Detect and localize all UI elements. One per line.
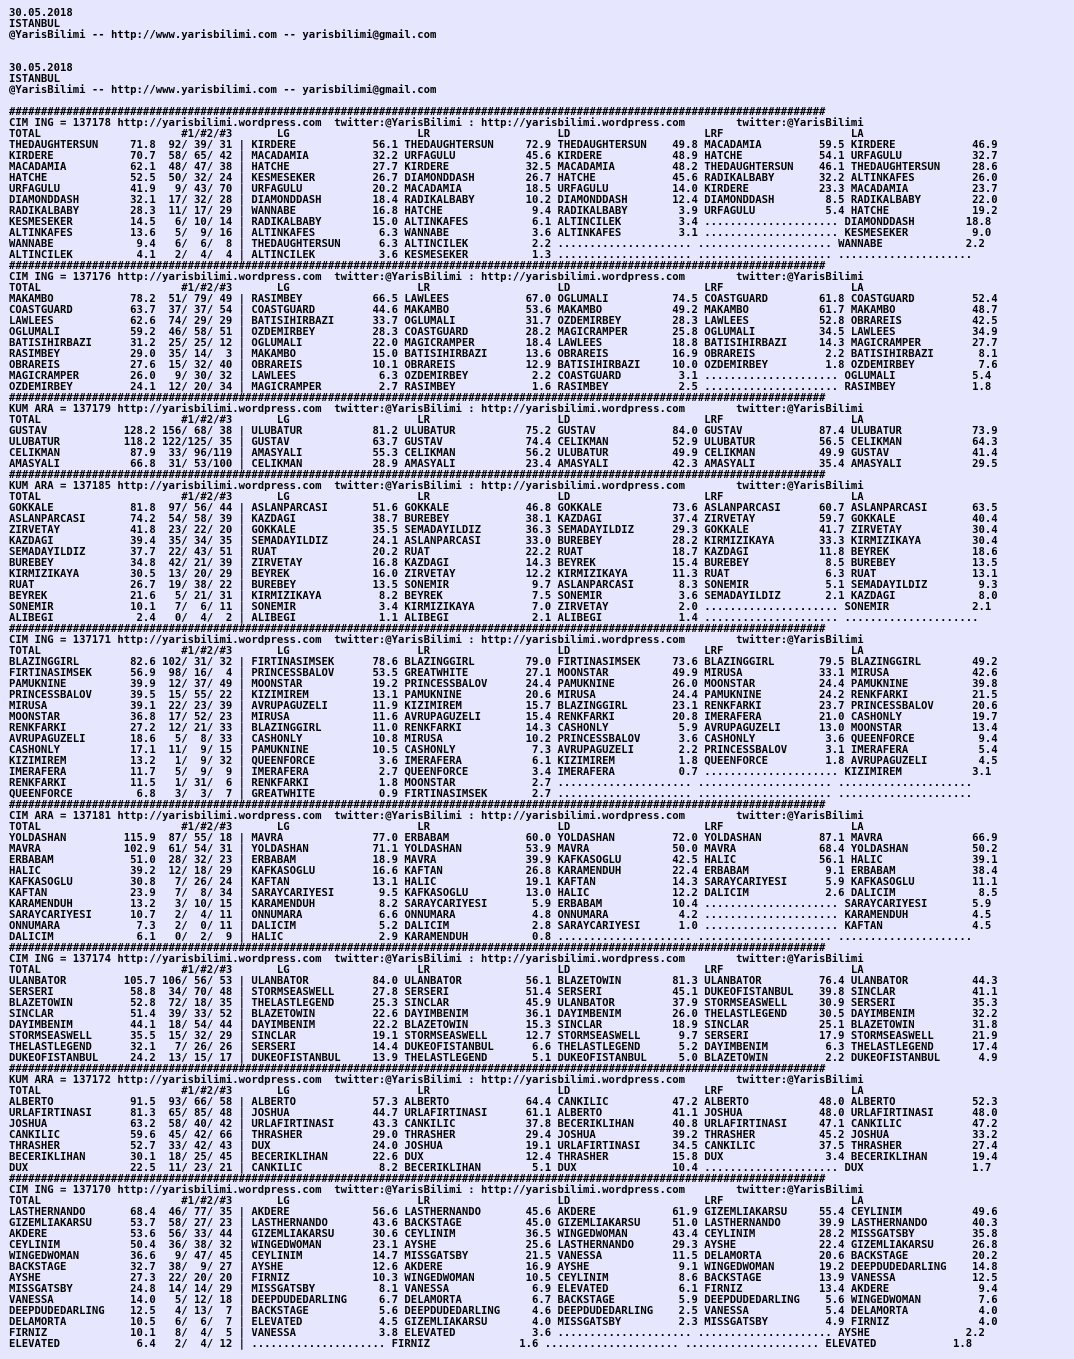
result-row: DUX 22.5 11/ 23/ 21 | CANKILIC 8.2 BECERIKLIHAN 5.1 DUX 10.4 ..................... DUX 1.7 [9,1162,992,1174]
result-row: BLAZETOWIN 52.8 72/ 18/ 35 | THELASTLEGEND 25.3 SINCLAR 45.9 ULANBATOR 37.9 STORMSEASWELL 30.9 SERSERI 35.3 [9,997,998,1009]
section-divider: ################################################################################################################################ [9,260,826,272]
column-header: TOTAL #1/#2/#3 LG LR LD LRF LA [9,964,864,976]
result-row: KIZIMIREM 13.2 1/ 9/ 32 | QUEENFORCE 3.6 IMERAFERA 6.1 KIZIMIREM 1.8 QUEENFORCE 1.8 AVRUPAGUZELI 4.5 [9,755,998,767]
section-divider: ################################################################################################################################ [9,623,826,635]
result-row: HATCHE 52.5 50/ 32/ 24 | KESMESEKER 26.7 DIAMONDDASH 26.7 HATCHE 45.6 RADIKALBABY 32.2 ALTINKAFES 26.0 [9,172,998,184]
race-title: CIM ARA = 137181 http://yarisbilimi.wordpress.com twitter:@YarisBilimi : http://yarisbilimi.wordpress.com twitter:@YarisBilimi [9,810,864,822]
result-row: ALTINKAFES 13.6 5/ 9/ 16 | ALTINKAFES 6.3 WANNABE 3.6 ALTINKAFES 3.1 ..................... KESMESEKER 9.0 [9,227,992,239]
result-row: YOLDASHAN 115.9 87/ 55/ 18 | MAVRA 77.0 ERBABAM 60.0 YOLDASHAN 72.0 YOLDASHAN 87.1 MAVRA 66.9 [9,832,998,844]
result-row: SERSERI 58.8 34/ 70/ 48 | STORMSEASWELL 27.8 SERSERI 51.4 SERSERI 45.1 DUKEOFISTANBUL 39.8 SINCLAR 41.1 [9,986,998,998]
result-row: RADIKALBABY 28.3 11/ 17/ 29 | WANNABE 16.8 HATCHE 9.4 RADIKALBABY 3.9 URFAGULU 5.4 HATCHE 19.2 [9,205,998,217]
result-row: OGLUMALI 59.2 46/ 58/ 51 | OZDEMIRBEY 28.3 COASTGUARD 28.2 MAGICRAMPER 25.8 OGLUMALI 34.5 LAWLEES 34.9 [9,326,998,338]
result-row: CEYLINIM 50.4 36/ 38/ 32 | WINGEDWOMAN 23.1 AYSHE 25.6 LASTHERNANDO 29.3 AYSHE 22.4 GIZEMLIAKARSU 26.8 [9,1239,998,1251]
result-row: JOSHUA 63.2 58/ 40/ 42 | URLAFIRTINASI 43.3 CANKILIC 37.8 BECERIKLIHAN 40.8 URLAFIRTINASI 47.1 CANKILIC 47.2 [9,1118,998,1130]
result-row: IMERAFERA 11.7 5/ 9/ 9 | IMERAFERA 2.7 QUEENFORCE 3.4 IMERAFERA 0.7 ..................... KIZIMIREM 3.1 [9,766,992,778]
result-row: BUREBEY 34.8 42/ 21/ 39 | ZIRVETAY 16.8 KAZDAGI 14.3 BEYREK 15.4 BUREBEY 8.5 BUREBEY 13.5 [9,557,998,569]
result-row: ELEVATED 6.4 2/ 4/ 12 | ..................... FIRNIZ 1.6 ..................... ..................... ELEVATED 1.8 [9,1338,973,1350]
result-row: WANNABE 9.4 6/ 6/ 8 | THEDAUGHTERSUN 6.3 ALTINCILEK 2.2 ..................... ..................... WANNABE 2.2 [9,238,985,250]
result-row: AKDERE 53.6 56/ 33/ 44 | GIZEMLIAKARSU 30.6 CEYLINIM 36.5 WINGEDWOMAN 43.4 CEYLINIM 28.2 MISSGATSBY 35.8 [9,1228,998,1240]
result-row: SONEMIR 10.1 7/ 6/ 11 | SONEMIR 3.4 KIRMIZIKAYA 7.0 ZIRVETAY 2.0 ..................... SONEMIR 2.1 [9,601,992,613]
result-row: QUEENFORCE 6.8 3/ 3/ 7 | GREATWHITE 0.9 FIRTINASIMSEK 2.7 ..................... ..................... ..................... [9,788,973,800]
result-row: CASHONLY 17.1 11/ 9/ 15 | PAMUKNINE 10.5 CASHONLY 7.3 AVRUPAGUZELI 2.2 PRINCESSBALOV 3.1 IMERAFERA 5.4 [9,744,998,756]
column-header: TOTAL #1/#2/#3 LG LR LD LRF LA [9,645,864,657]
result-row: CANKILIC 59.6 45/ 42/ 66 | THRASHER 29.0 THRASHER 29.4 JOSHUA 39.2 THRASHER 45.2 JOSHUA 33.2 [9,1129,998,1141]
result-row: MAKAMBO 78.2 51/ 79/ 49 | RASIMBEY 66.5 LAWLEES 67.0 OGLUMALI 74.5 COASTGUARD 61.8 COASTGUARD 52.4 [9,293,998,305]
section-divider: ################################################################################################################################ [9,392,826,404]
race-title: KUM ARA = 137179 http://yarisbilimi.wordpress.com twitter:@YarisBilimi : http://yarisbilimi.wordpress.com twitter:@YarisBilimi [9,403,864,415]
result-row: CELIKMAN 87.9 33/ 96/119 | AMASYALI 55.3 CELIKMAN 56.2 ULUBATUR 49.9 CELIKMAN 49.9 GUSTAV 41.4 [9,447,998,459]
result-row: ONNUMARA 7.3 2/ 0/ 11 | DALICIM 5.2 DALICIM 2.8 SARAYCARIYESI 1.0 ..................... KAFTAN 4.5 [9,920,992,932]
race-title: KUM ARA = 137185 http://yarisbilimi.wordpress.com twitter:@YarisBilimi : http://yarisbilimi.wordpress.com twitter:@YarisBilimi [9,480,864,492]
result-row: AMASYALI 66.8 31/ 53/100 | CELIKMAN 28.9 AMASYALI 23.4 AMASYALI 42.3 AMASYALI 35.4 AMASYALI 29.5 [9,458,998,470]
result-row: ZIRVETAY 41.8 23/ 22/ 20 | GOKKALE 35.5 SEMADAYILDIZ 36.3 SEMADAYILDIZ 29.3 GOKKALE 41.7 ZIRVETAY 30.4 [9,524,998,536]
result-row: AYSHE 27.3 22/ 20/ 20 | FIRNIZ 10.3 WINGEDWOMAN 10.5 CEYLINIM 8.6 BACKSTAGE 13.9 VANESSA 12.5 [9,1272,998,1284]
result-row: GIZEMLIAKARSU 53.7 58/ 27/ 23 | LASTHERNANDO 43.6 BACKSTAGE 45.0 GIZEMLIAKARSU 51.0 LASTHERNANDO 39.9 LASTHERNANDO 40.3 [9,1217,998,1229]
result-row: URLAFIRTINASI 81.3 65/ 85/ 48 | JOSHUA 44.7 URLAFIRTINASI 61.1 ALBERTO 41.1 JOSHUA 48.0 URLAFIRTINASI 48.0 [9,1107,998,1119]
result-row: ERBABAM 51.0 28/ 32/ 23 | ERBABAM 18.9 MAVRA 39.9 KAFKASOGLU 42.5 HALIC 56.1 HALIC 39.1 [9,854,998,866]
column-header: TOTAL #1/#2/#3 LG LR LD LRF LA [9,414,864,426]
result-row: COASTGUARD 63.7 37/ 37/ 54 | COASTGUARD 44.6 MAKAMBO 53.6 MAKAMBO 49.2 MAKAMBO 61.7 MAKAMBO 48.7 [9,304,998,316]
result-row: BLAZINGGIRL 82.6 102/ 31/ 32 | FIRTINASIMSEK 78.6 BLAZINGGIRL 79.0 FIRTINASIMSEK 73.6 BLAZINGGIRL 79.5 BLAZINGGIRL 49.2 [9,656,998,668]
result-row: MAGICRAMPER 26.0 9/ 30/ 32 | LAWLEES 6.3 OZDEMIRBEY 2.2 COASTGUARD 3.1 ..................... OGLUMALI 5.4 [9,370,992,382]
section-divider: ################################################################################################################################ [9,1173,826,1185]
column-header: TOTAL #1/#2/#3 LG LR LD LRF LA [9,128,864,140]
race-title: CIM ING = 137170 http://yarisbilimi.wordpress.com twitter:@YarisBilimi : http://yarisbilimi.wordpress.com twitter:@YarisBilimi [9,1184,864,1196]
result-row: DALICIM 6.1 0/ 2/ 9 | HALIC 2.9 KARAMENDUH 0.8 ..................... ..................... ..................... [9,931,973,943]
result-row: DEEPDUDEDARLING 12.5 4/ 13/ 7 | BACKSTAGE 5.6 DEEPDUDEDARLING 4.6 DEEPDUDEDARLING 2.5 VANESSA 5.4 DELAMORTA 4.0 [9,1305,998,1317]
result-row: WINGEDWOMAN 36.6 9/ 47/ 45 | CEYLINIM 14.7 MISSGATSBY 21.5 VANESSA 11.5 DELAMORTA 20.6 BACKSTAGE 20.2 [9,1250,998,1262]
result-row: KAFTAN 23.9 7/ 8/ 34 | SARAYCARIYESI 9.5 KAFKASOGLU 13.0 HALIC 12.2 DALICIM 2.6 DALICIM 8.5 [9,887,998,899]
result-row: LAWLEES 62.6 74/ 29/ 29 | BATISIHIRBAZI 33.7 OGLUMALI 31.7 OZDEMIRBEY 28.3 LAWLEES 52.8 OBRAREIS 42.5 [9,315,998,327]
result-row: SARAYCARIYESI 10.7 2/ 4/ 11 | ONNUMARA 6.6 ONNUMARA 4.8 ONNUMARA 4.2 ..................... KARAMENDUH 4.5 [9,909,992,921]
result-row: SINCLAR 51.4 39/ 33/ 52 | BLAZETOWIN 22.6 DAYIMBENIM 36.1 DAYIMBENIM 26.0 THELASTLEGEND 30.5 DAYIMBENIM 32.2 [9,1008,998,1020]
race-title: CIM ING = 137174 http://yarisbilimi.wordpress.com twitter:@YarisBilimi : http://yarisbilimi.wordpress.com twitter:@YarisBilimi [9,953,864,965]
result-row: KARAMENDUH 13.2 3/ 10/ 15 | KARAMENDUH 8.2 SARAYCARIYESI 5.9 ERBABAM 10.4 ..................... SARAYCARIYESI 5.9 [9,898,992,910]
result-row: MACADAMIA 62.1 48/ 47/ 38 | HATCHE 27.7 KIRDERE 32.5 MACADAMIA 48.2 THEDAUGHTERSUN 46.1 THEDAUGHTERSUN 28.6 [9,161,998,173]
race-title: KUM ARA = 137172 http://yarisbilimi.wordpress.com twitter:@YarisBilimi : http://yarisbilimi.wordpress.com twitter:@YarisBilimi [9,1074,864,1086]
result-row: ALBERTO 91.5 93/ 66/ 58 | ALBERTO 57.3 ALBERTO 64.4 CANKILIC 47.2 ALBERTO 48.0 ALBERTO 52.3 [9,1096,998,1108]
result-row: BECERIKLIHAN 30.1 18/ 25/ 45 | BECERIKLIHAN 22.6 DUX 12.4 THRASHER 15.8 DUX 3.4 BECERIKLIHAN 19.4 [9,1151,998,1163]
race-title: CIM ING = 137178 http://yarisbilimi.wordpress.com twitter:@YarisBilimi : http://yarisbilimi.wordpress.com twitter:@YarisBilimi [9,117,864,129]
result-row: RENKFARKI 27.2 12/ 21/ 33 | BLAZINGGIRL 11.0 RENKFARKI 14.3 CASHONLY 5.9 AVRUPAGUZELI 13.0 MOONSTAR 13.4 [9,722,998,734]
result-row: OBRAREIS 27.6 15/ 32/ 40 | OBRAREIS 10.1 OBRAREIS 12.9 BATISIHIRBAZI 10.0 OZDEMIRBEY 1.8 OZDEMIRBEY 7.6 [9,359,998,371]
result-row: HALIC 39.2 12/ 18/ 29 | KAFKASOGLU 16.6 KAFTAN 26.8 KARAMENDUH 22.4 ERBABAM 9.1 ERBABAM 38.4 [9,865,998,877]
result-row: AVRUPAGUZELI 18.6 5/ 8/ 33 | CASHONLY 10.8 MIRUSA 10.2 PRINCESSBALOV 3.6 CASHONLY 3.6 QUEENFORCE 9.4 [9,733,998,745]
column-header: TOTAL #1/#2/#3 LG LR LD LRF LA [9,821,864,833]
result-row: DAYIMBENIM 44.1 18/ 54/ 44 | DAYIMBENIM 22.2 BLAZETOWIN 15.3 SINCLAR 18.9 SINCLAR 25.1 BLAZETOWIN 31.8 [9,1019,998,1031]
result-row: ASLANPARCASI 74.2 54/ 58/ 39 | KAZDAGI 38.7 BUREBEY 38.1 KAZDAGI 37.4 ZIRVETAY 59.7 GOKKALE 40.4 [9,513,998,525]
result-row: FIRTINASIMSEK 56.9 98/ 16/ 4 | PRINCESSBALOV 53.5 GREATWHITE 27.1 MOONSTAR 49.9 MIRUSA 33.1 MIRUSA 42.6 [9,667,998,679]
result-row: BEYREK 21.6 5/ 21/ 31 | KIRMIZIKAYA 8.2 BEYREK 7.5 SONEMIR 3.6 SEMADAYILDIZ 2.1 KAZDAGI 8.0 [9,590,998,602]
result-row: SEMADAYILDIZ 37.7 22/ 43/ 51 | RUAT 20.2 RUAT 22.2 RUAT 18.7 KAZDAGI 11.8 BEYREK 18.6 [9,546,998,558]
section-divider: ################################################################################################################################ [9,469,826,481]
result-row: THELASTLEGEND 32.1 7/ 26/ 26 | SERSERI 14.4 DUKEOFISTANBUL 6.6 THELASTLEGEND 5.2 DAYIMBENIM 6.3 THELASTLEGEND 17.4 [9,1041,998,1053]
result-row: DUKEOFISTANBUL 24.2 13/ 15/ 17 | DUKEOFISTANBUL 13.9 THELASTLEGEND 5.1 DUKEOFISTANBUL 5.0 BLAZETOWIN 2.2 DUKEOFISTANBUL 4.9 [9,1052,998,1064]
result-row: RENKFARKI 11.5 1/ 31/ 6 | RENKFARKI 1.8 MOONSTAR 2.7 ..................... ..................... ..................... [9,777,973,789]
result-row: ALIBEGI 2.4 0/ 4/ 2 | ALIBEGI 1.1 ALIBEGI 2.1 ALIBEGI 1.4 ..................... ..................... [9,612,979,624]
result-row: KESMESEKER 14.5 6/ 10/ 14 | RADIKALBABY 15.0 ALTINKAFES 6.1 ALTINCILEK 3.4 ..................... DIAMONDDASH 18.8 [9,216,992,228]
column-header: TOTAL #1/#2/#3 LG LR LD LRF LA [9,1085,864,1097]
result-row: FIRNIZ 10.1 8/ 4/ 5 | VANESSA 3.8 ELEVATED 3.6 ..................... ..................... AYSHE 2.2 [9,1327,985,1339]
result-row: VANESSA 14.0 5/ 12/ 18 | DEEPDUDEDARLING 6.7 DELAMORTA 6.7 BACKSTAGE 5.9 DEEPDUDEDARLING 5.6 WINGEDWOMAN 7.6 [9,1294,998,1306]
document-header-1: 30.05.2018 ISTANBUL @YarisBilimi -- http://www.yarisbilimi.com -- yarisbilimi@gmail.com [9,7,437,41]
result-row: KAFKASOGLU 30.8 7/ 26/ 24 | KAFTAN 13.1 HALIC 19.1 KAFTAN 14.3 SARAYCARIYESI 5.9 KAFKASOGLU 11.1 [9,876,998,888]
result-row: BACKSTAGE 32.7 38/ 9/ 27 | AYSHE 12.6 AKDERE 16.9 AYSHE 9.1 WINGEDWOMAN 19.2 DEEPDUDEDARLING 14.8 [9,1261,998,1273]
result-row: PRINCESSBALOV 39.5 15/ 55/ 22 | KIZIMIREM 13.1 PAMUKNINE 20.6 MIRUSA 24.4 PAMUKNINE 24.2 RENKFARKI 21.5 [9,689,998,701]
result-row: ULANBATOR 105.7 106/ 56/ 53 | ULANBATOR 84.0 ULANBATOR 56.1 BLAZETOWIN 81.3 ULANBATOR 76.4 ULANBATOR 44.3 [9,975,998,987]
result-row: PAMUKNINE 39.9 12/ 37/ 49 | MOONSTAR 19.2 PRINCESSBALOV 24.4 PAMUKNINE 26.0 MOONSTAR 24.4 PAMUKNINE 39.8 [9,678,998,690]
result-row: URFAGULU 41.9 9/ 43/ 70 | URFAGULU 20.2 MACADAMIA 18.5 URFAGULU 14.0 KIRDERE 23.3 MACADAMIA 23.7 [9,183,998,195]
result-row: BATISIHIRBAZI 31.2 25/ 25/ 12 | OGLUMALI 22.0 MAGICRAMPER 18.4 LAWLEES 18.8 BATISIHIRBAZI 14.3 MAGICRAMPER 27.7 [9,337,998,349]
column-header: TOTAL #1/#2/#3 LG LR LD LRF LA [9,491,864,503]
result-row: MAVRA 102.9 61/ 54/ 31 | YOLDASHAN 71.1 YOLDASHAN 53.9 MAVRA 50.0 MAVRA 68.4 YOLDASHAN 50.2 [9,843,998,855]
race-title: CIM ING = 137171 http://yarisbilimi.wordpress.com twitter:@YarisBilimi : http://yarisbilimi.wordpress.com twitter:@YarisBilimi [9,634,864,646]
result-row: DELAMORTA 10.5 6/ 6/ 7 | ELEVATED 4.5 GIZEMLIAKARSU 4.0 MISSGATSBY 2.3 MISSGATSBY 4.9 FIRNIZ 4.0 [9,1316,998,1328]
result-row: RASIMBEY 29.0 35/ 14/ 3 | MAKAMBO 15.0 BATISIHIRBAZI 13.6 OBRAREIS 16.9 OBRAREIS 2.2 BATISIHIRBAZI 8.1 [9,348,998,360]
column-header: TOTAL #1/#2/#3 LG LR LD LRF LA [9,1195,864,1207]
result-row: KIRMIZIKAYA 30.5 13/ 20/ 29 | BEYREK 16.0 ZIRVETAY 12.2 KIRMIZIKAYA 11.3 RUAT 6.3 RUAT 13.1 [9,568,998,580]
result-row: RUAT 26.7 19/ 38/ 22 | BUREBEY 13.5 SONEMIR 9.7 ASLANPARCASI 8.3 SONEMIR 5.1 SEMADAYILDIZ 9.3 [9,579,998,591]
result-row: ALTINCILEK 4.1 2/ 4/ 4 | ALTINCILEK 3.6 KESMESEKER 1.3 ..................... ..................... ..................... [9,249,973,261]
result-row: KAZDAGI 39.4 35/ 34/ 35 | SEMADAYILDIZ 24.1 ASLANPARCASI 33.0 BUREBEY 28.2 KIRMIZIKAYA 33.3 KIRMIZIKAYA 30.4 [9,535,998,547]
result-row: MIRUSA 39.1 22/ 23/ 39 | AVRUPAGUZELI 11.9 KIZIMIREM 15.7 BLAZINGGIRL 23.1 RENKFARKI 23.7 PRINCESSBALOV 20.6 [9,700,998,712]
result-row: GUSTAV 128.2 156/ 68/ 38 | ULUBATUR 81.2 ULUBATUR 75.2 GUSTAV 84.0 GUSTAV 87.4 ULUBATUR 73.9 [9,425,998,437]
result-row: LASTHERNANDO 68.4 46/ 77/ 35 | AKDERE 56.6 LASTHERNANDO 45.6 AKDERE 61.9 GIZEMLIAKARSU 55.4 CEYLINIM 49.6 [9,1206,998,1218]
result-row: OZDEMIRBEY 24.1 12/ 20/ 34 | MAGICRAMPER 2.7 RASIMBEY 1.6 RASIMBEY 2.5 ..................... RASIMBEY 1.8 [9,381,992,393]
results-body [9,107,998,1350]
race-title: CIM ING = 137176 http://yarisbilimi.wordpress.com twitter:@YarisBilimi : http://yarisbilimi.wordpress.com twitter:@YarisBilimi [9,271,864,283]
result-row: GOKKALE 81.8 97/ 56/ 44 | ASLANPARCASI 51.6 GOKKALE 46.8 GOKKALE 73.6 ASLANPARCASI 60.7 ASLANPARCASI 63.5 [9,502,998,514]
column-header: TOTAL #1/#2/#3 LG LR LD LRF LA [9,282,864,294]
result-row: STORMSEASWELL 35.5 15/ 32/ 29 | SINCLAR 19.1 STORMSEASWELL 12.7 STORMSEASWELL 9.7 SERSERI 17.9 STORMSEASWELL 21.9 [9,1030,998,1042]
result-row: MISSGATSBY 24.8 14/ 14/ 29 | MISSGATSBY 8.1 VANESSA 6.9 ELEVATED 6.1 FIRNIZ 13.4 AKDERE 9.4 [9,1283,998,1295]
section-divider: ################################################################################################################################ [9,1063,826,1075]
section-divider: ################################################################################################################################ [9,106,826,118]
result-row: ULUBATUR 118.2 122/125/ 35 | GUSTAV 63.7 GUSTAV 74.4 CELIKMAN 52.9 ULUBATUR 56.5 CELIKMAN 64.3 [9,436,998,448]
section-divider: ################################################################################################################################ [9,942,826,954]
document-header-2: 30.05.2018 ISTANBUL @YarisBilimi -- http://www.yarisbilimi.com -- yarisbilimi@gmail.com [9,62,437,96]
result-row: KIRDERE 70.7 58/ 65/ 42 | MACADAMIA 32.2 URFAGULU 45.6 KIRDERE 48.9 HATCHE 54.1 URFAGULU 32.7 [9,150,998,162]
result-row: THRASHER 52.7 33/ 42/ 43 | DUX 24.0 JOSHUA 19.1 URLAFIRTINASI 34.5 CANKILIC 37.5 THRASHER 27.4 [9,1140,998,1152]
result-row: DIAMONDDASH 32.1 17/ 32/ 28 | DIAMONDDASH 18.4 RADIKALBABY 10.2 DIAMONDDASH 12.4 DIAMONDDASH 8.5 RADIKALBABY 22.0 [9,194,998,206]
result-row: THEDAUGHTERSUN 71.8 92/ 39/ 31 | KIRDERE 56.1 THEDAUGHTERSUN 72.9 THEDAUGHTERSUN 49.8 MACADAMIA 59.5 KIRDERE 46.9 [9,139,998,151]
section-divider: ################################################################################################################################ [9,799,826,811]
result-row: MOONSTAR 36.8 17/ 52/ 23 | MIRUSA 11.6 AVRUPAGUZELI 15.4 RENKFARKI 20.8 IMERAFERA 21.0 CASHONLY 19.7 [9,711,998,723]
